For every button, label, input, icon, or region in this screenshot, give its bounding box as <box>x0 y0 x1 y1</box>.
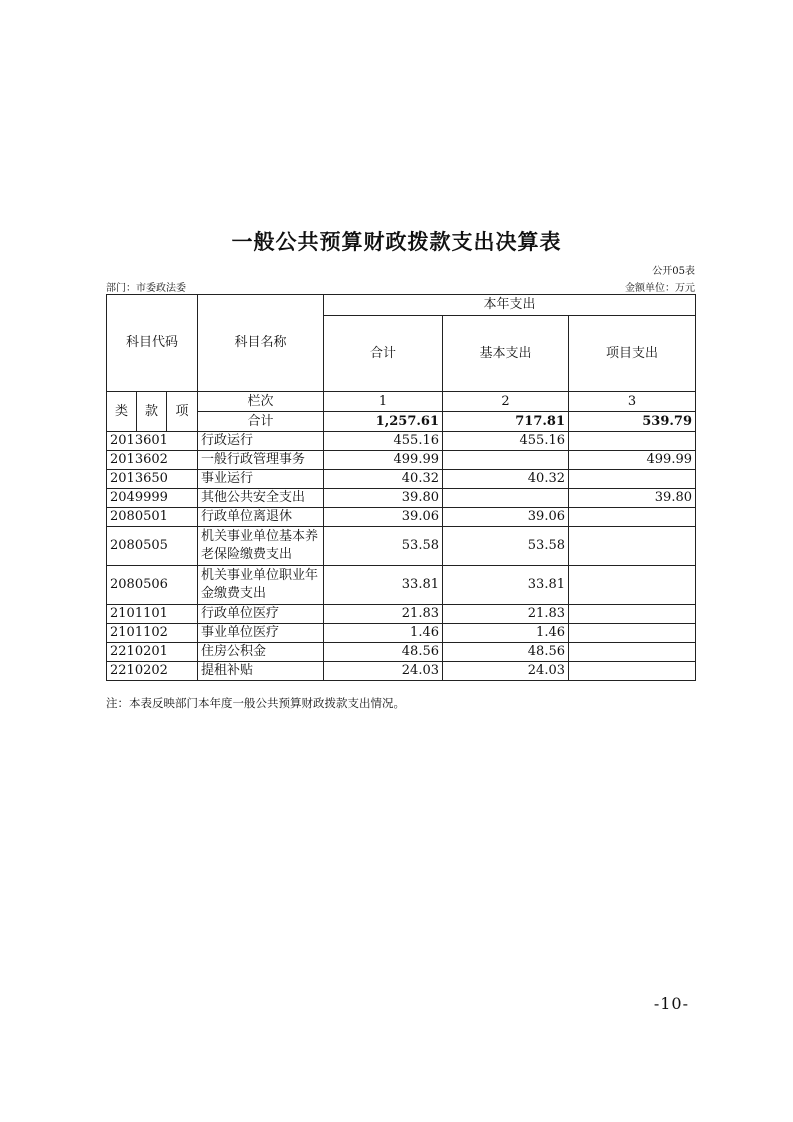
table-row <box>107 643 696 662</box>
table-row <box>107 489 696 508</box>
row-name: 提租补贴 <box>198 662 324 681</box>
table-row <box>107 527 696 566</box>
row-total: 48.56 <box>324 643 443 662</box>
row-code: 2101102 <box>107 624 198 643</box>
row-total: 39.06 <box>324 508 443 527</box>
row-basic: 24.03 <box>443 662 569 681</box>
row-name: 行政运行 <box>198 432 324 451</box>
column-no-3: 3 <box>569 392 696 412</box>
row-project <box>569 624 696 643</box>
row-basic: 48.56 <box>443 643 569 662</box>
row-code: 2210202 <box>107 662 198 681</box>
row-basic: 21.83 <box>443 605 569 624</box>
row-total: 24.03 <box>324 662 443 681</box>
amount-unit-label: 金额单位：万元 <box>625 283 695 294</box>
row-project: 39.80 <box>569 489 696 508</box>
table-row <box>107 508 696 527</box>
row-code: 2080506 <box>107 566 198 605</box>
row-total: 1.46 <box>324 624 443 643</box>
table-row <box>107 662 696 681</box>
row-code: 2101101 <box>107 605 198 624</box>
row-basic <box>443 451 569 470</box>
row-total: 39.80 <box>324 489 443 508</box>
total-row-project: 539.79 <box>569 412 696 432</box>
row-code: 2013602 <box>107 451 198 470</box>
row-project <box>569 605 696 624</box>
row-name: 行政单位医疗 <box>198 605 324 624</box>
row-code: 2013650 <box>107 470 198 489</box>
project-header: 项目支出 <box>569 316 696 392</box>
row-code: 2080505 <box>107 527 198 566</box>
row-code: 2080501 <box>107 508 198 527</box>
row-name: 机关事业单位基本养老保险缴费支出 <box>198 527 324 566</box>
table-row <box>107 566 696 605</box>
row-name: 事业单位医疗 <box>198 624 324 643</box>
total-row-label: 合计 <box>198 412 324 432</box>
row-total: 33.81 <box>324 566 443 605</box>
column-no-label: 栏次 <box>198 392 324 412</box>
row-basic: 53.58 <box>443 527 569 566</box>
row-name: 其他公共安全支出 <box>198 489 324 508</box>
row-project: 499.99 <box>569 451 696 470</box>
row-basic: 455.16 <box>443 432 569 451</box>
row-name: 住房公积金 <box>198 643 324 662</box>
row-project <box>569 470 696 489</box>
row-name: 行政单位离退休 <box>198 508 324 527</box>
row-total: 455.16 <box>324 432 443 451</box>
subject-name-header: 科目名称 <box>198 295 324 392</box>
table-row <box>107 624 696 643</box>
row-project <box>569 643 696 662</box>
row-code: 2049999 <box>107 489 198 508</box>
page-title: 一般公共预算财政拨款支出决算表 <box>231 230 562 254</box>
row-code: 2210201 <box>107 643 198 662</box>
row-code: 2013601 <box>107 432 198 451</box>
table-row <box>107 451 696 470</box>
row-name: 机关事业单位职业年金缴费支出 <box>198 566 324 605</box>
section-header: 款 <box>137 392 167 432</box>
row-total: 40.32 <box>324 470 443 489</box>
total-header: 合计 <box>324 316 443 392</box>
current-year-header: 本年支出 <box>324 295 696 316</box>
row-basic: 40.32 <box>443 470 569 489</box>
row-basic: 33.81 <box>443 566 569 605</box>
row-basic: 39.06 <box>443 508 569 527</box>
basic-header: 基本支出 <box>443 316 569 392</box>
row-basic: 1.46 <box>443 624 569 643</box>
table-row <box>107 432 696 451</box>
table-row <box>107 605 696 624</box>
row-project <box>569 566 696 605</box>
total-row-total: 1,257.61 <box>324 412 443 432</box>
row-project <box>569 662 696 681</box>
table-row <box>107 470 696 489</box>
column-no-1: 1 <box>324 392 443 412</box>
subject-code-header: 科目代码 <box>107 295 198 392</box>
row-project <box>569 508 696 527</box>
form-number: 公开05表 <box>652 266 695 277</box>
expenditure-table <box>106 294 696 681</box>
item-header: 项 <box>167 392 198 432</box>
column-no-2: 2 <box>443 392 569 412</box>
row-project <box>569 527 696 566</box>
row-total: 53.58 <box>324 527 443 566</box>
row-total: 21.83 <box>324 605 443 624</box>
row-basic <box>443 489 569 508</box>
department-label: 部门：市委政法委 <box>106 283 186 294</box>
row-name: 事业运行 <box>198 470 324 489</box>
page-number: -10- <box>653 994 689 1013</box>
row-project <box>569 432 696 451</box>
table-note: 注：本表反映部门本年度一般公共预算财政拨款支出情况。 <box>106 696 405 710</box>
total-row-basic: 717.81 <box>443 412 569 432</box>
class-header: 类 <box>107 392 137 432</box>
row-name: 一般行政管理事务 <box>198 451 324 470</box>
row-total: 499.99 <box>324 451 443 470</box>
